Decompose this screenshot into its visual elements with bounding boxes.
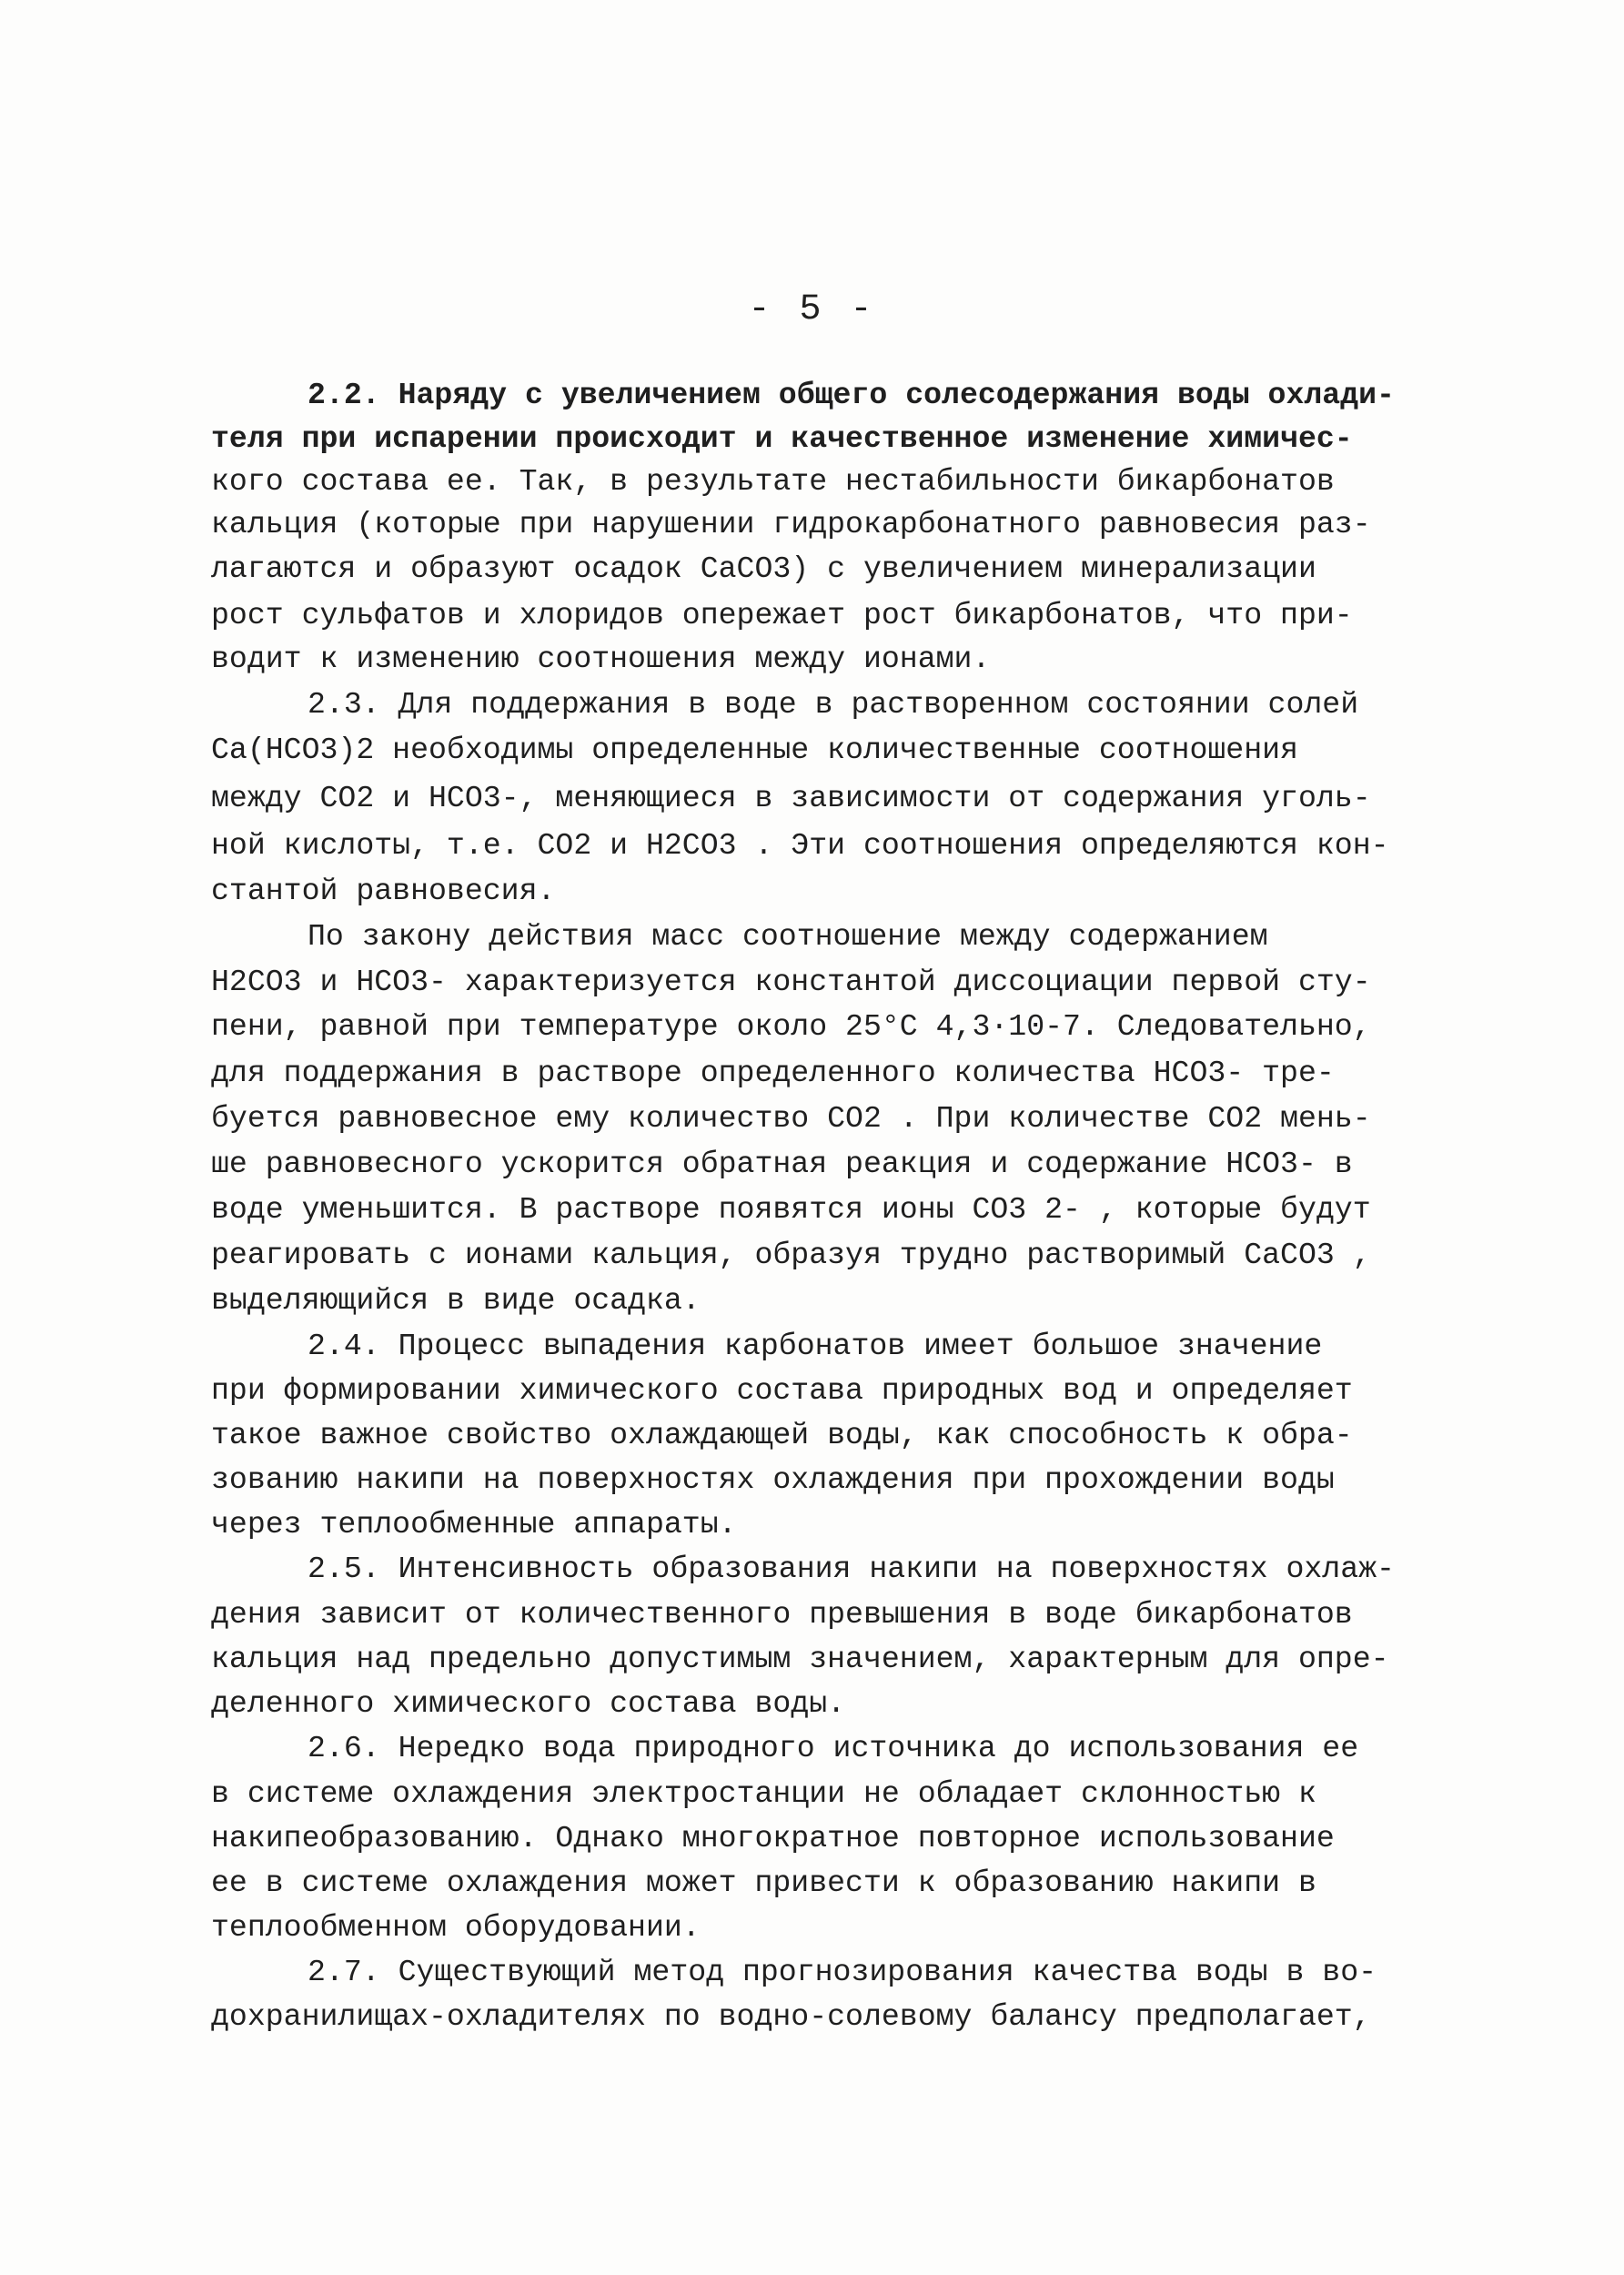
text-line: водит к изменению соотношения между ионами. <box>211 642 991 676</box>
text-line: выделяющийся в виде осадка. <box>211 1283 701 1318</box>
text-line: для поддержания в растворе определенного количества HCO3- тре- <box>211 1056 1335 1090</box>
text-line: лагаются и образуют осадок CaCO3) с увеличением минерализации <box>211 551 1316 586</box>
text-line: ной кислоты, т.е. CO2 и H2CO3 . Эти соотношения определяются кон- <box>211 828 1389 863</box>
text-line: дения зависит от количественного превышения в воде бикарбонатов <box>211 1597 1353 1632</box>
text-line: По закону действия масс соотношение между содержанием <box>308 919 1268 954</box>
text-line: 2.3. Для поддержания в воде в растворенном состоянии солей <box>308 687 1359 722</box>
text-line: реагировать с ионами кальция, образуя трудно растворимый CaCO3 , <box>211 1238 1371 1272</box>
text-line: 2.4. Процесс выпадения карбонатов имеет большое значение <box>308 1329 1323 1363</box>
text-line: кальция над предельно допустимым значением, характерным для опре- <box>211 1642 1389 1676</box>
text-line: при формировании химического состава природных вод и определяет <box>211 1373 1353 1408</box>
text-line: теплообменном оборудовании. <box>211 1910 701 1945</box>
text-line: буется равновесное ему количество CO2 . При количестве CO2 мень- <box>211 1101 1371 1136</box>
text-line: H2CO3 и HCO3- характеризуется константой диссоциации первой сту- <box>211 965 1371 999</box>
text-line: рост сульфатов и хлоридов опережает рост бикарбонатов, что при- <box>211 598 1353 632</box>
text-line: пени, равной при температуре около 25°C 4,3·10-7. Следовательно, <box>211 1009 1371 1044</box>
text-line: стантой равновесия. <box>211 874 556 908</box>
text-line: 2.2. Наряду с увеличением общего солесодержания воды охлади- <box>308 378 1395 412</box>
text-line: между CO2 и HCO3-, меняющиеся в зависимости от содержания уголь- <box>211 781 1371 815</box>
text-line: воде уменьшится. В растворе появятся ионы CO3 2- , которые будут <box>211 1192 1371 1227</box>
text-line: Ca(HCO3)2 необходимы определенные количественные соотношения <box>211 733 1298 767</box>
text-line: накипеобразованию. Однако многократное повторное использование <box>211 1821 1335 1855</box>
text-line: зованию накипи на поверхностях охлаждения при прохождении воды <box>211 1462 1335 1497</box>
page-number: - 5 - <box>748 289 876 330</box>
text-line: 2.7. Существующий метод прогнозирования качества воды в во- <box>308 1955 1377 1989</box>
text-line: теля при испарении происходит и качественное изменение химичес- <box>211 421 1353 456</box>
text-line: дохранилищах-охладителях по водно-солевому балансу предполагает, <box>211 1999 1371 2034</box>
text-line: через теплообменные аппараты. <box>211 1507 737 1542</box>
text-line: кого состава ее. Так, в результате нестабильности бикарбонатов <box>211 464 1335 499</box>
text-line: деленного химического состава воды. <box>211 1686 846 1721</box>
text-line: 2.5. Интенсивность образования накипи на поверхностях охлаж- <box>308 1552 1395 1586</box>
text-line: ее в системе охлаждения может привести к образованию накипи в <box>211 1866 1316 1900</box>
text-line: в системе охлаждения электростанции не обладает склонностью к <box>211 1776 1316 1811</box>
text-line: такое важное свойство охлаждающей воды, как способность к обра- <box>211 1418 1353 1452</box>
text-line: 2.6. Нередко вода природного источника до использования ее <box>308 1731 1359 1765</box>
text-line: ше равновесного ускорится обратная реакция и содержание HCO3- в <box>211 1147 1353 1181</box>
text-line: кальция (которые при нарушении гидрокарбонатного равновесия раз- <box>211 507 1371 541</box>
